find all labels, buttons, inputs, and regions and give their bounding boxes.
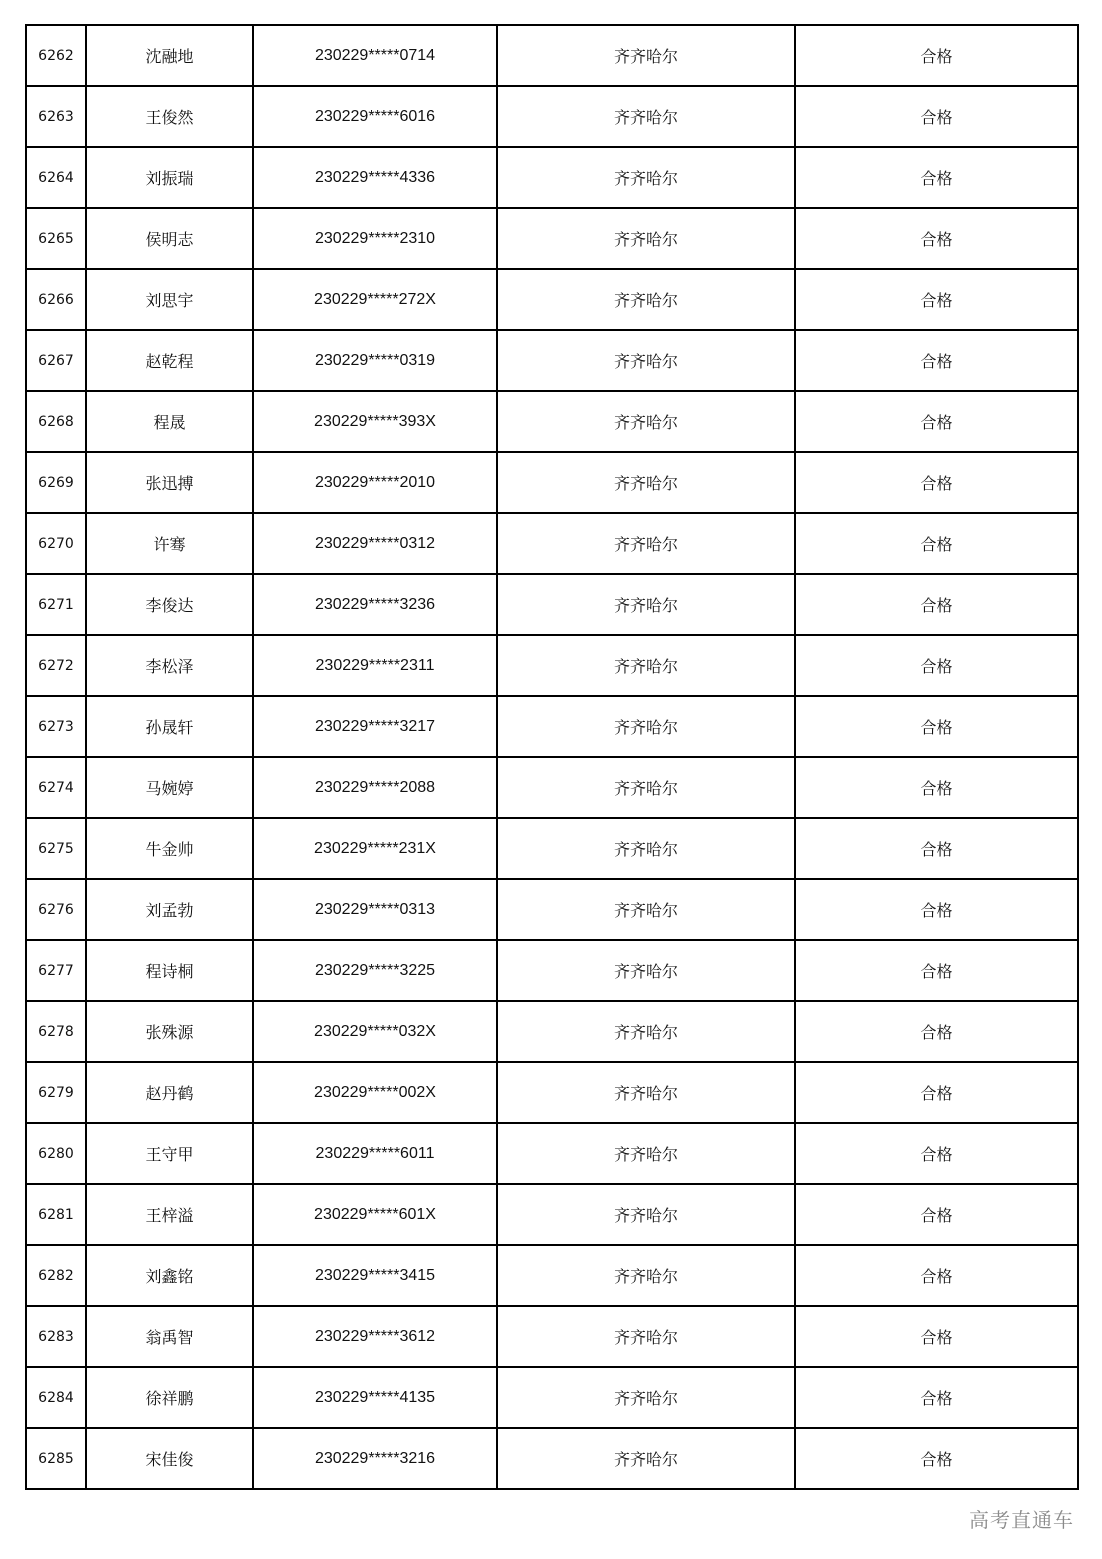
table-row [26, 1245, 1078, 1306]
id-number: 230229*****601X [253, 1184, 497, 1245]
row-number: 6276 [26, 879, 86, 940]
results-table [25, 24, 1079, 1490]
candidate-name: 李俊达 [86, 574, 253, 635]
id-number: 230229*****3217 [253, 696, 497, 757]
result: 合格 [795, 1245, 1078, 1306]
results-table-body [26, 25, 1078, 1489]
table-row [26, 1001, 1078, 1062]
candidate-name: 李松泽 [86, 635, 253, 696]
city: 齐齐哈尔 [497, 1367, 795, 1428]
city: 齐齐哈尔 [497, 330, 795, 391]
city: 齐齐哈尔 [497, 1184, 795, 1245]
row-number: 6277 [26, 940, 86, 1001]
result: 合格 [795, 330, 1078, 391]
result: 合格 [795, 391, 1078, 452]
city: 齐齐哈尔 [497, 452, 795, 513]
city: 齐齐哈尔 [497, 391, 795, 452]
row-number: 6264 [26, 147, 86, 208]
result: 合格 [795, 208, 1078, 269]
candidate-name: 沈融地 [86, 25, 253, 86]
candidate-name: 程晟 [86, 391, 253, 452]
candidate-name: 侯明志 [86, 208, 253, 269]
candidate-name: 刘思宇 [86, 269, 253, 330]
result: 合格 [795, 1184, 1078, 1245]
id-number: 230229*****0319 [253, 330, 497, 391]
table-row [26, 879, 1078, 940]
result: 合格 [795, 635, 1078, 696]
candidate-name: 张殊源 [86, 1001, 253, 1062]
table-row [26, 330, 1078, 391]
row-number: 6283 [26, 1306, 86, 1367]
row-number: 6265 [26, 208, 86, 269]
result: 合格 [795, 86, 1078, 147]
result: 合格 [795, 818, 1078, 879]
city: 齐齐哈尔 [497, 574, 795, 635]
row-number: 6270 [26, 513, 86, 574]
candidate-name: 刘鑫铭 [86, 1245, 253, 1306]
id-number: 230229*****3612 [253, 1306, 497, 1367]
table-row [26, 1306, 1078, 1367]
row-number: 6280 [26, 1123, 86, 1184]
table-row [26, 635, 1078, 696]
city: 齐齐哈尔 [497, 1428, 795, 1489]
id-number: 230229*****2311 [253, 635, 497, 696]
table-row [26, 1428, 1078, 1489]
city: 齐齐哈尔 [497, 269, 795, 330]
row-number: 6273 [26, 696, 86, 757]
table-row [26, 1367, 1078, 1428]
candidate-name: 徐祥鹏 [86, 1367, 253, 1428]
id-number: 230229*****0313 [253, 879, 497, 940]
city: 齐齐哈尔 [497, 147, 795, 208]
id-number: 230229*****2010 [253, 452, 497, 513]
result: 合格 [795, 1367, 1078, 1428]
candidate-name: 王俊然 [86, 86, 253, 147]
city: 齐齐哈尔 [497, 879, 795, 940]
result: 合格 [795, 1062, 1078, 1123]
row-number: 6269 [26, 452, 86, 513]
candidate-name: 赵丹鹤 [86, 1062, 253, 1123]
result: 合格 [795, 1306, 1078, 1367]
city: 齐齐哈尔 [497, 1001, 795, 1062]
city: 齐齐哈尔 [497, 1306, 795, 1367]
id-number: 230229*****4336 [253, 147, 497, 208]
candidate-name: 牛金帅 [86, 818, 253, 879]
row-number: 6285 [26, 1428, 86, 1489]
city: 齐齐哈尔 [497, 208, 795, 269]
id-number: 230229*****272X [253, 269, 497, 330]
city: 齐齐哈尔 [497, 1062, 795, 1123]
candidate-name: 刘振瑞 [86, 147, 253, 208]
result: 合格 [795, 879, 1078, 940]
city: 齐齐哈尔 [497, 635, 795, 696]
id-number: 230229*****3415 [253, 1245, 497, 1306]
row-number: 6279 [26, 1062, 86, 1123]
id-number: 230229*****002X [253, 1062, 497, 1123]
candidate-name: 王梓溢 [86, 1184, 253, 1245]
result: 合格 [795, 269, 1078, 330]
row-number: 6274 [26, 757, 86, 818]
city: 齐齐哈尔 [497, 696, 795, 757]
row-number: 6282 [26, 1245, 86, 1306]
candidate-name: 孙晟轩 [86, 696, 253, 757]
table-row [26, 940, 1078, 1001]
city: 齐齐哈尔 [497, 757, 795, 818]
city: 齐齐哈尔 [497, 940, 795, 1001]
candidate-name: 赵乾程 [86, 330, 253, 391]
table-row [26, 147, 1078, 208]
result: 合格 [795, 940, 1078, 1001]
table-row [26, 513, 1078, 574]
table-row [26, 574, 1078, 635]
id-number: 230229*****6011 [253, 1123, 497, 1184]
table-row [26, 208, 1078, 269]
result: 合格 [795, 1001, 1078, 1062]
candidate-name: 王守甲 [86, 1123, 253, 1184]
city: 齐齐哈尔 [497, 818, 795, 879]
result: 合格 [795, 1428, 1078, 1489]
result: 合格 [795, 513, 1078, 574]
id-number: 230229*****3236 [253, 574, 497, 635]
id-number: 230229*****231X [253, 818, 497, 879]
result: 合格 [795, 1123, 1078, 1184]
id-number: 230229*****3225 [253, 940, 497, 1001]
candidate-name: 张迅搏 [86, 452, 253, 513]
result: 合格 [795, 452, 1078, 513]
city: 齐齐哈尔 [497, 1245, 795, 1306]
candidate-name: 马婉婷 [86, 757, 253, 818]
table-row [26, 25, 1078, 86]
id-number: 230229*****0312 [253, 513, 497, 574]
id-number: 230229*****0714 [253, 25, 497, 86]
city: 齐齐哈尔 [497, 513, 795, 574]
row-number: 6281 [26, 1184, 86, 1245]
table-row [26, 1062, 1078, 1123]
row-number: 6284 [26, 1367, 86, 1428]
row-number: 6262 [26, 25, 86, 86]
row-number: 6263 [26, 86, 86, 147]
candidate-name: 许骞 [86, 513, 253, 574]
id-number: 230229*****032X [253, 1001, 497, 1062]
result: 合格 [795, 696, 1078, 757]
id-number: 230229*****2310 [253, 208, 497, 269]
candidate-name: 翁禹智 [86, 1306, 253, 1367]
city: 齐齐哈尔 [497, 86, 795, 147]
row-number: 6272 [26, 635, 86, 696]
watermark-text: 高考直通车 [969, 1508, 1074, 1532]
id-number: 230229*****393X [253, 391, 497, 452]
city: 齐齐哈尔 [497, 1123, 795, 1184]
id-number: 230229*****2088 [253, 757, 497, 818]
result: 合格 [795, 147, 1078, 208]
table-row [26, 1123, 1078, 1184]
candidate-name: 刘孟勃 [86, 879, 253, 940]
table-row [26, 86, 1078, 147]
id-number: 230229*****4135 [253, 1367, 497, 1428]
city: 齐齐哈尔 [497, 25, 795, 86]
candidate-name: 宋佳俊 [86, 1428, 253, 1489]
row-number: 6278 [26, 1001, 86, 1062]
row-number: 6268 [26, 391, 86, 452]
candidate-name: 程诗桐 [86, 940, 253, 1001]
table-row [26, 1184, 1078, 1245]
table-row [26, 452, 1078, 513]
result: 合格 [795, 574, 1078, 635]
table-row [26, 391, 1078, 452]
row-number: 6267 [26, 330, 86, 391]
result: 合格 [795, 25, 1078, 86]
row-number: 6275 [26, 818, 86, 879]
result: 合格 [795, 757, 1078, 818]
table-row [26, 757, 1078, 818]
table-row [26, 269, 1078, 330]
id-number: 230229*****6016 [253, 86, 497, 147]
row-number: 6266 [26, 269, 86, 330]
id-number: 230229*****3216 [253, 1428, 497, 1489]
table-row [26, 818, 1078, 879]
row-number: 6271 [26, 574, 86, 635]
table-row [26, 696, 1078, 757]
